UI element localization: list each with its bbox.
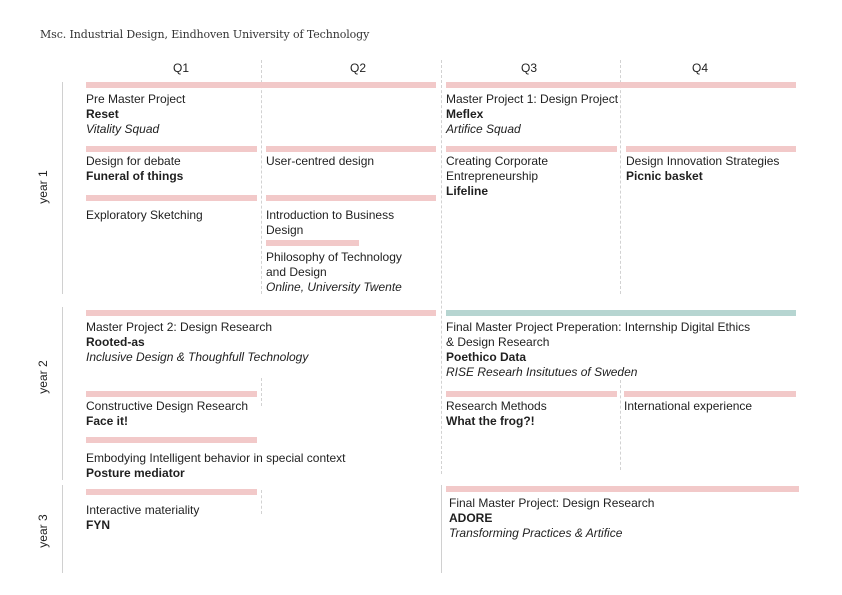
quarter-label-q4: Q4	[691, 61, 708, 75]
entry-international	[624, 399, 752, 414]
grid-line-q2-q3	[441, 60, 442, 474]
grid-line-q1-q2	[261, 60, 262, 294]
bar-master-project-1	[446, 82, 796, 88]
entry-team: Artifice Squad	[446, 122, 521, 136]
bar-user-centred	[266, 146, 436, 152]
entry-project: Poethico Data	[446, 350, 527, 364]
bar-final-master-project	[446, 486, 799, 492]
quarter-label-q1: Q1	[172, 61, 189, 75]
grid-line-q3-q4-year2	[620, 380, 621, 470]
entry-title: International experience	[624, 399, 753, 413]
bar-design-innovation	[626, 146, 796, 152]
entry-team: Vitality Squad	[86, 122, 160, 136]
bar-philosophy	[266, 240, 359, 246]
entry-project: Meflex	[446, 107, 484, 121]
entry-project: ADORE	[449, 511, 493, 525]
entry-title: Design Innovation Strategies	[626, 154, 780, 168]
entry-exploratory-sketching	[86, 208, 203, 223]
year3-divider	[62, 485, 63, 573]
bar-international	[624, 391, 796, 397]
entry-master-project-1	[446, 92, 618, 137]
bar-design-for-debate	[86, 146, 257, 152]
entry-title: Pre Master Project	[86, 92, 186, 106]
entry-title: Constructive Design Research	[86, 399, 249, 413]
entry-title: Design for debate	[86, 154, 181, 168]
entry-project: Rooted-as	[86, 335, 145, 349]
bar-research-methods	[446, 391, 617, 397]
entry-fmp-preparation	[446, 320, 750, 380]
year1-divider	[62, 82, 63, 294]
entry-project: Reset	[86, 107, 119, 121]
entry-corporate-entrepreneurship	[446, 154, 548, 199]
quarter-label-q3: Q3	[520, 61, 537, 75]
bar-interactive-materiality	[86, 489, 257, 495]
entry-philosophy	[266, 250, 402, 295]
grid-line-q1-q2-year3	[261, 490, 262, 514]
entry-title: Introduction to Business	[266, 208, 395, 222]
entry-interactive-materiality	[86, 503, 199, 533]
entry-title: Creating Corporate	[446, 154, 549, 168]
bar-constructive-design	[86, 391, 257, 397]
entry-title: Final Master Project: Design Research	[449, 496, 655, 510]
entry-org: RISE Researh Insitutues of Sweden	[446, 365, 638, 379]
entry-note: Online, University Twente	[266, 280, 402, 294]
page-title: Msc. Industrial Design, Eindhoven University of Technology	[40, 28, 370, 41]
quarter-label-q2: Q2	[349, 61, 366, 75]
entry-title-cont: Design	[266, 223, 304, 237]
bar-pre-master	[86, 82, 436, 88]
entry-title: Research Methods	[446, 399, 547, 413]
entry-project: FYN	[86, 518, 110, 532]
bar-exploratory-sketching	[86, 195, 257, 201]
year-label-1: year 1	[36, 170, 50, 204]
year-label-3: year 3	[36, 514, 50, 548]
entry-title-cont: and Design	[266, 265, 327, 279]
entry-title: Master Project 2: Design Research	[86, 320, 273, 334]
bar-corporate-entrepreneurship	[446, 146, 617, 152]
bar-intro-business	[266, 195, 436, 201]
entry-title: Interactive materiality	[86, 503, 200, 517]
bar-master-project-2	[86, 310, 436, 316]
grid-line-q2-q3-year3	[441, 485, 442, 573]
entry-project: What the frog?!	[446, 414, 535, 428]
entry-user-centred	[266, 154, 374, 169]
entry-title: Master Project 1: Design Project	[446, 92, 619, 106]
entry-pre-master	[86, 92, 185, 137]
entry-team: Inclusive Design & Thoughfull Technology	[86, 350, 309, 364]
entry-title-cont: & Design Research	[446, 335, 550, 349]
bar-embodying	[86, 437, 257, 443]
year2-divider	[62, 307, 63, 480]
bar-fmp-preparation	[446, 310, 796, 316]
entry-design-innovation	[626, 154, 779, 184]
entry-team: Transforming Practices & Artifice	[449, 526, 623, 540]
entry-project: Posture mediator	[86, 466, 185, 480]
year-label-2: year 2	[36, 360, 50, 394]
entry-final-master-project	[449, 496, 654, 541]
entry-title: Philosophy of Technology	[266, 250, 402, 264]
entry-master-project-2	[86, 320, 308, 365]
entry-title: Embodying Intelligent behavior in special context	[86, 451, 346, 465]
entry-project: Funeral of things	[86, 169, 184, 183]
entry-project: Face it!	[86, 414, 129, 428]
entry-project: Lifeline	[446, 184, 489, 198]
entry-title-cont: Entrepreneurship	[446, 169, 539, 183]
entry-constructive-design	[86, 399, 248, 429]
grid-line-q3-q4	[620, 60, 621, 294]
entry-embodying	[86, 451, 346, 481]
entry-title: User-centred design	[266, 154, 375, 168]
entry-intro-business	[266, 208, 394, 238]
entry-title: Exploratory Sketching	[86, 208, 203, 222]
entry-research-methods	[446, 399, 547, 429]
grid-line-q1-q2-year2	[261, 378, 262, 406]
entry-project: Picnic basket	[626, 169, 703, 183]
entry-design-for-debate	[86, 154, 183, 184]
entry-title: Final Master Project Preperation: Internship Digital Ethics	[446, 320, 751, 334]
